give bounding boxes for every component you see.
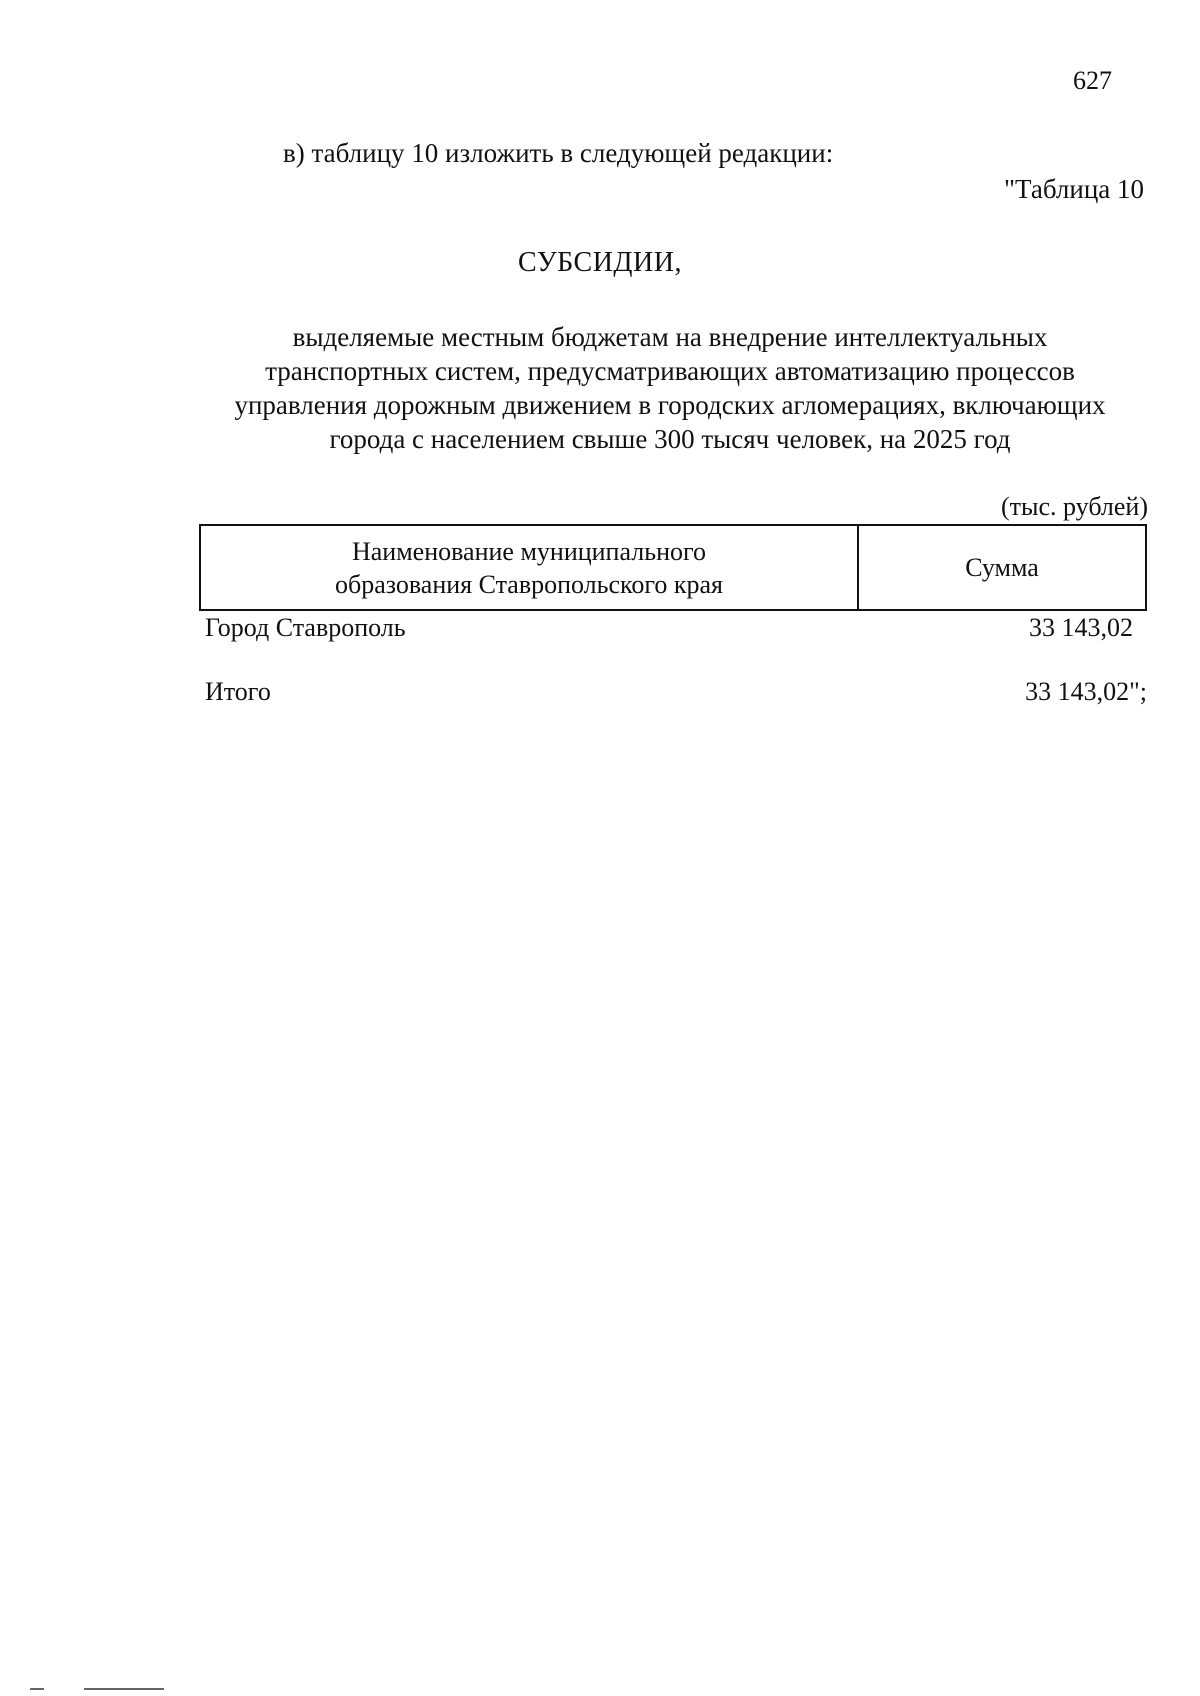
subtitle-line: управления дорожным движением в городских агломерациях, включающих	[234, 390, 1106, 420]
column-header-name	[201, 526, 859, 609]
column-header-name-line: Наименование муниципального	[351, 536, 707, 566]
scan-artifact	[30, 1686, 44, 1690]
table-row	[199, 611, 1147, 645]
subtitle-line: транспортных систем, предусматривающих автоматизацию процессов	[265, 356, 1075, 386]
subtitle-line: выделяемые местным бюджетам на внедрение интеллектуальных	[292, 322, 1048, 352]
column-header-sum: Сумма	[965, 553, 1039, 582]
units-label: (тыс. рублей)	[1000, 492, 1148, 521]
total-value: 33 143,02";	[1025, 677, 1147, 706]
amount-value: 33 143,02	[1029, 613, 1133, 642]
total-label: Итого	[205, 677, 271, 706]
intro-text: в) таблицу 10 изложить в следующей редакции:	[283, 138, 834, 168]
subtitle-line: города с населением свыше 300 тысяч человек, на 2025 год	[329, 424, 1011, 454]
scan-artifact	[84, 1686, 164, 1690]
document-title: СУБСИДИИ,	[518, 247, 682, 278]
table-reference: "Таблица 10	[1004, 174, 1144, 204]
total-row	[199, 675, 1147, 709]
municipality-name: Город Ставрополь	[205, 613, 406, 642]
table-header	[199, 524, 1147, 611]
subsidies-table	[199, 524, 1147, 709]
document-subtitle	[180, 320, 1160, 456]
column-header-name-line: образования Ставропольского края	[334, 569, 724, 599]
page-number: 627	[1073, 66, 1112, 95]
